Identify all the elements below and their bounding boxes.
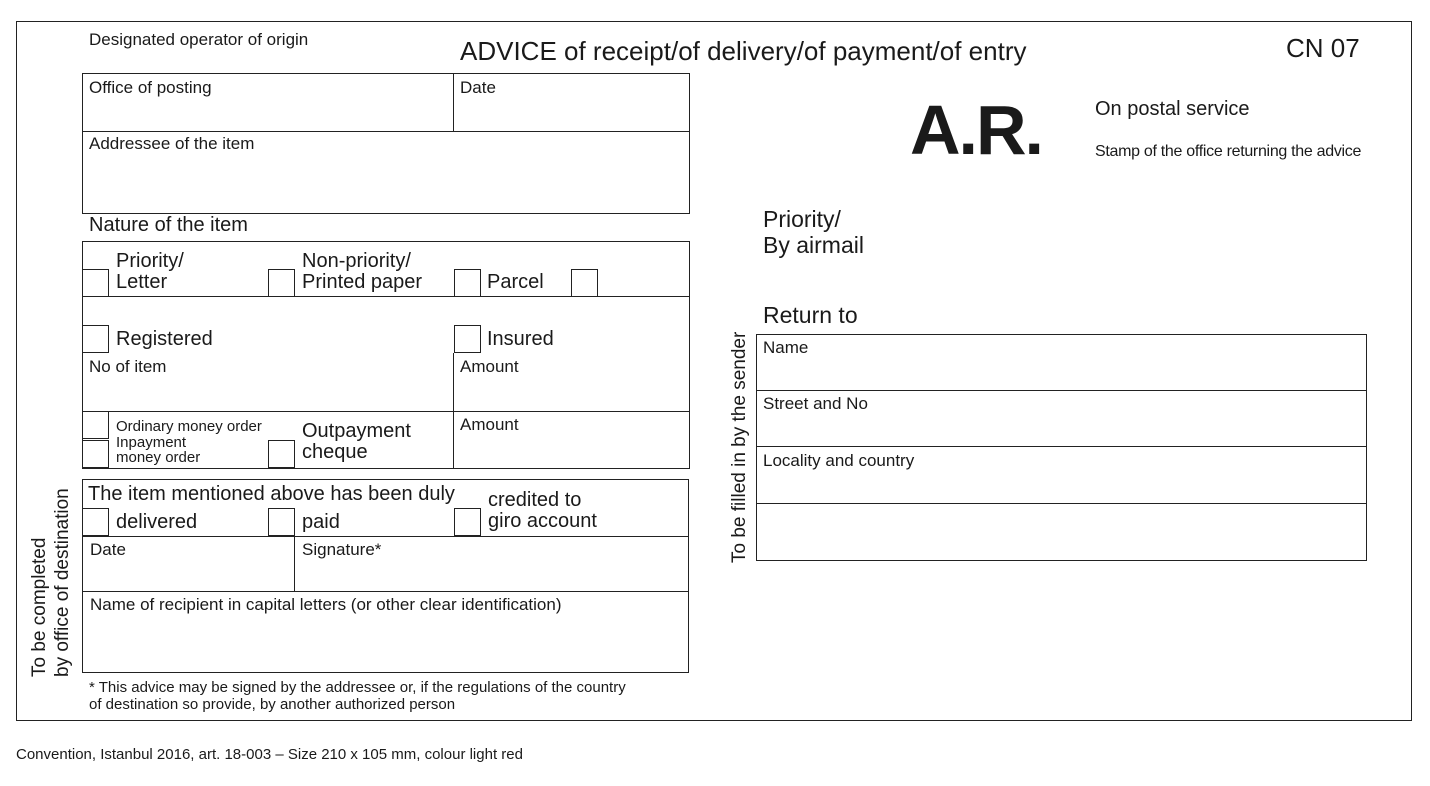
- return-locality-label: Locality and country: [763, 451, 915, 470]
- destination-side-label: [28, 488, 74, 677]
- return-name-label: Name: [763, 338, 809, 357]
- non-priority-checkbox[interactable]: [268, 269, 295, 297]
- credited-label-1: credited to: [488, 489, 582, 511]
- paid-label: paid: [302, 511, 340, 533]
- recipient-name-label: Name of recipient in capital letters (or other clear identification): [90, 595, 562, 614]
- return-to-label: Return to: [763, 302, 858, 328]
- extra-checkbox[interactable]: [571, 269, 598, 297]
- priority-letter-label-2: Letter: [116, 271, 168, 293]
- divider: [294, 536, 295, 591]
- addressee-label: Addressee of the item: [89, 134, 255, 153]
- outpayment-label-2: cheque: [302, 441, 368, 463]
- ar-mark: A.R.: [910, 91, 1042, 169]
- destination-side-label-2: by office of destination: [52, 488, 73, 677]
- priority-letter-label-1: Priority/: [116, 250, 184, 272]
- office-of-posting-label: Office of posting: [89, 78, 212, 97]
- duly-statement: The item mentioned above has been duly: [88, 483, 455, 505]
- operator-of-origin-label: Designated operator of origin: [89, 30, 309, 49]
- divider: [82, 536, 689, 537]
- divider: [82, 131, 690, 132]
- ordinary-money-order-label: Ordinary money order: [116, 418, 262, 435]
- delivered-checkbox[interactable]: [82, 508, 109, 536]
- non-priority-label-1: Non-priority/: [302, 250, 411, 272]
- insured-checkbox[interactable]: [454, 325, 481, 353]
- ordinary-money-order-checkbox[interactable]: [82, 411, 109, 439]
- registered-checkbox[interactable]: [82, 325, 109, 353]
- divider: [756, 446, 1367, 447]
- parcel-checkbox[interactable]: [454, 269, 481, 297]
- form-code: CN 07: [1286, 33, 1360, 63]
- posting-date-label: Date: [460, 78, 496, 97]
- convention-footer: Convention, Istanbul 2016, art. 18-003 – Size 210 x 105 mm, colour light red: [16, 746, 523, 763]
- return-address-box: [756, 334, 1367, 561]
- priority-airmail-label-1: Priority/: [763, 206, 841, 232]
- on-postal-service-label: On postal service: [1095, 98, 1250, 120]
- outpayment-cheque-checkbox[interactable]: [268, 440, 295, 468]
- sender-side-label: To be filled in by the sender: [729, 331, 750, 563]
- inpayment-label-1: Inpayment: [116, 434, 187, 451]
- footnote-line-1: * This advice may be signed by the addressee or, if the regulations of the country: [89, 679, 626, 696]
- delivered-label: delivered: [116, 511, 198, 533]
- divider: [756, 390, 1367, 391]
- inpayment-money-order-checkbox[interactable]: [82, 440, 109, 468]
- nature-of-item-heading: Nature of the item: [89, 214, 248, 236]
- destination-date-label: Date: [90, 540, 126, 559]
- divider: [82, 296, 690, 297]
- return-street-label: Street and No: [763, 394, 868, 413]
- non-priority-label-2: Printed paper: [302, 271, 423, 293]
- money-order-amount-label: Amount: [460, 415, 519, 434]
- priority-letter-checkbox[interactable]: [82, 269, 109, 297]
- no-of-item-label: No of item: [89, 357, 167, 376]
- credited-label-2: giro account: [488, 510, 597, 532]
- footnote-line-2: of destination so provide, by another authorized person: [89, 696, 456, 713]
- divider: [756, 503, 1367, 504]
- signature-label: Signature*: [302, 540, 382, 559]
- registered-label: Registered: [116, 328, 213, 350]
- form-title: ADVICE of receipt/of delivery/of payment/of entry: [460, 36, 1027, 66]
- divider: [82, 411, 690, 412]
- divider: [453, 73, 454, 131]
- paid-checkbox[interactable]: [268, 508, 295, 536]
- divider: [82, 591, 689, 592]
- parcel-label: Parcel: [487, 271, 544, 293]
- destination-box: [82, 479, 689, 673]
- stamp-office-label: Stamp of the office returning the advice: [1095, 143, 1362, 160]
- inpayment-label-2: money order: [116, 449, 201, 466]
- priority-airmail-label-2: By airmail: [763, 232, 864, 258]
- divider: [453, 411, 454, 469]
- outpayment-label-1: Outpayment: [302, 420, 411, 442]
- insured-amount-label: Amount: [460, 357, 519, 376]
- credited-checkbox[interactable]: [454, 508, 481, 536]
- insured-label: Insured: [487, 328, 554, 350]
- destination-side-label-1: To be completed: [29, 537, 50, 677]
- divider: [453, 353, 454, 411]
